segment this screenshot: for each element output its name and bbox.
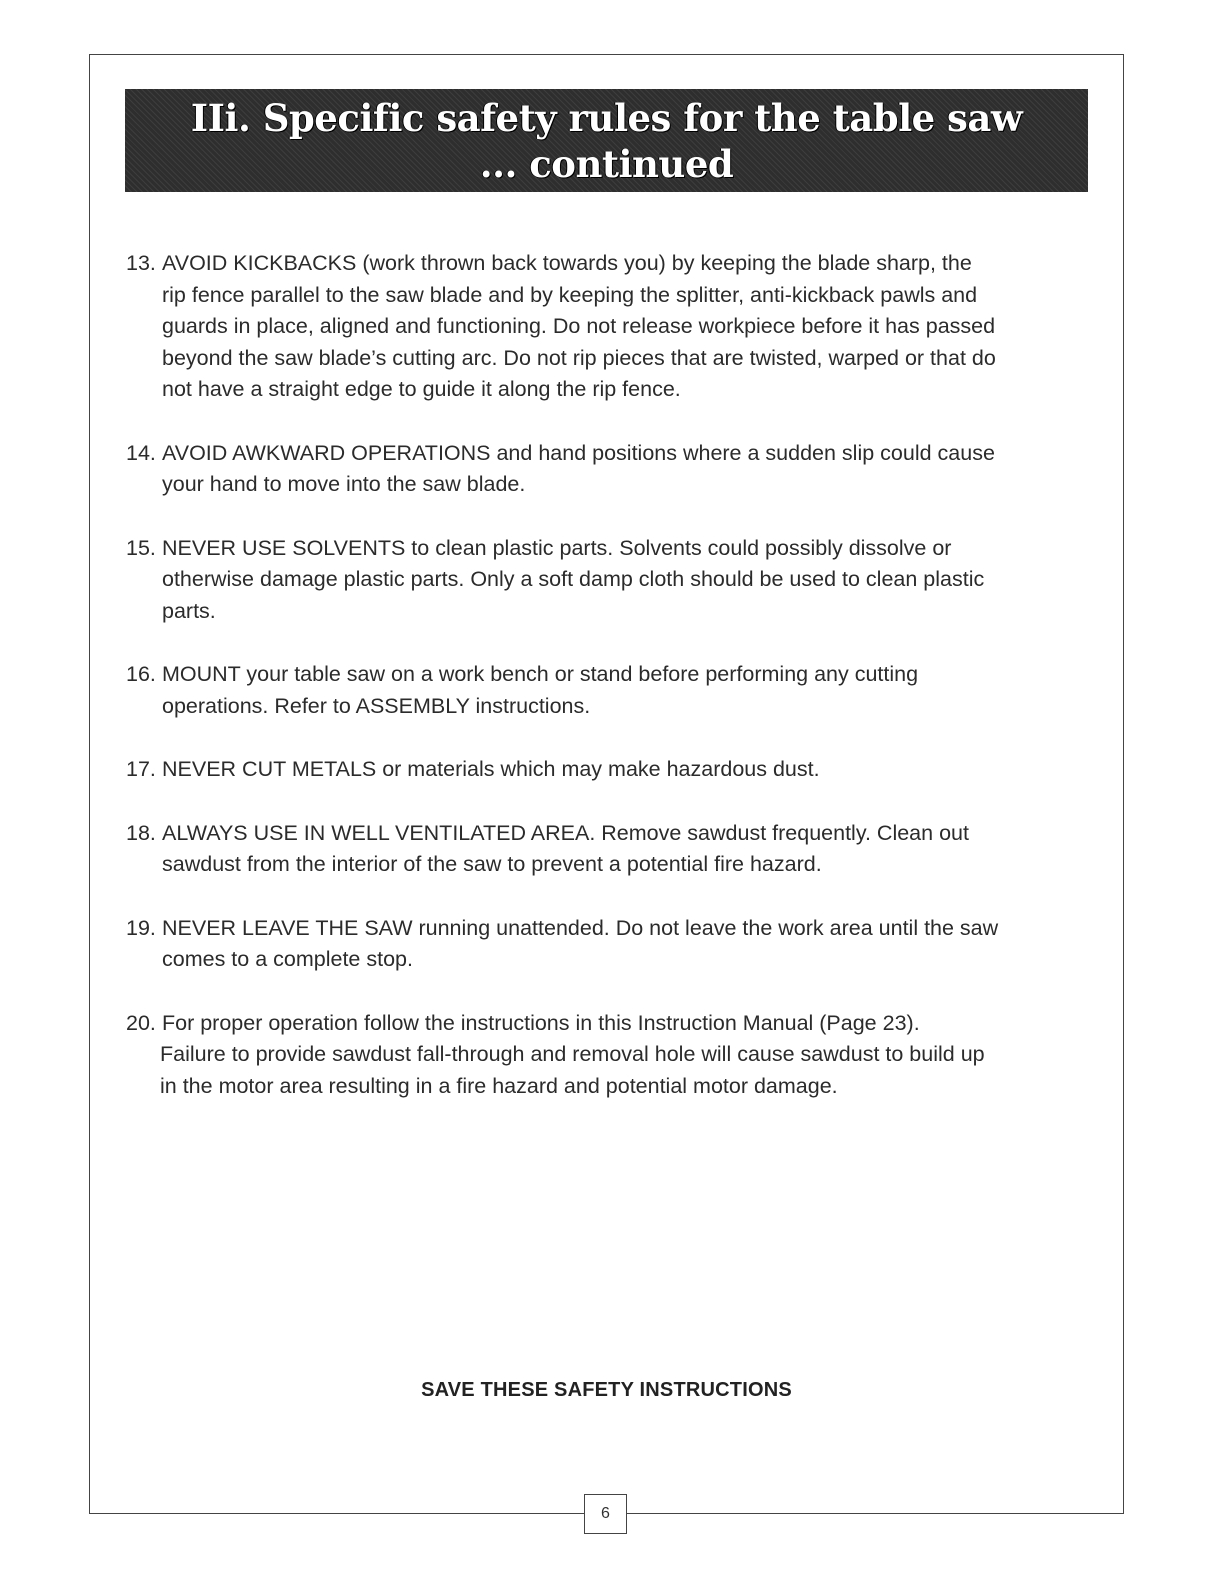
rule-text-line: not have a straight edge to guide it along the rip fence.	[162, 377, 681, 401]
rule-text-line: rip fence parallel to the saw blade and by keeping the splitter, anti-kickback pawls and	[162, 282, 978, 307]
rule-number: 19.	[126, 915, 156, 940]
rule-number: 14.	[126, 440, 156, 465]
rule-text-line: operations. Refer to ASSEMBLY instructions.	[162, 693, 591, 718]
rule-number: 13.	[126, 251, 156, 275]
rule-text-line: comes to a complete stop.	[162, 947, 413, 971]
rule-item-18	[126, 818, 1106, 881]
rule-item-13	[126, 248, 1106, 406]
rule-number: 16.	[126, 662, 156, 686]
rule-item-19	[126, 913, 1106, 976]
rule-text-line: beyond the saw blade’s cutting arc. Do not rip pieces that are twisted, warped or that do	[162, 345, 996, 370]
rule-number: 15.	[126, 535, 156, 560]
rule-text-line: parts.	[162, 598, 216, 623]
rule-text-line: otherwise damage plastic parts. Only a soft damp cloth should be used to clean plastic	[162, 567, 985, 591]
section-title: IIi. Specific safety rules for the table saw	[190, 95, 1023, 140]
rule-text-line: sawdust from the interior of the saw to prevent a potential fire hazard.	[162, 852, 822, 876]
rule-number: 18.	[126, 820, 156, 845]
section-title-continued: ... continued	[479, 141, 734, 186]
rule-item-14	[126, 438, 1106, 501]
rule-text-line: your hand to move into the saw blade.	[162, 472, 526, 496]
rule-text-line: in the motor area resulting in a fire hazard and potential motor damage.	[160, 1073, 838, 1098]
rule-text-line: NEVER LEAVE THE SAW running unattended. Do not leave the work area until the saw	[162, 915, 999, 940]
rule-item-17	[126, 754, 1106, 786]
page-number: 6	[584, 1494, 627, 1534]
rule-item-16	[126, 659, 1106, 722]
rule-number: 20.	[126, 1010, 156, 1035]
rule-text-line: For proper operation follow the instructions in this Instruction Manual (Page 23).	[162, 1010, 920, 1035]
rule-text-line: NEVER USE SOLVENTS to clean plastic parts. Solvents could possibly dissolve or	[162, 535, 952, 560]
rule-number: 17.	[126, 757, 156, 781]
save-instructions-notice: SAVE THESE SAFETY INSTRUCTIONS	[421, 1379, 792, 1401]
rule-text-line: MOUNT your table saw on a work bench or stand before performing any cutting	[162, 662, 919, 686]
bottom-rule-left	[89, 1513, 584, 1514]
rule-text-line: AVOID KICKBACKS (work thrown back towards you) by keeping the blade sharp, the	[162, 251, 972, 275]
rule-text-line: Failure to provide sawdust fall-through and removal hole will cause sawdust to build up	[160, 1042, 985, 1066]
section-header-banner	[125, 89, 1088, 192]
rule-item-15	[126, 533, 1106, 628]
rule-item-20	[126, 1008, 1106, 1103]
rule-text-line: AVOID AWKWARD OPERATIONS and hand positions where a sudden slip could cause	[162, 440, 995, 465]
rule-text-line: ALWAYS USE IN WELL VENTILATED AREA. Remove sawdust frequently. Clean out	[162, 820, 969, 845]
rule-text-line: guards in place, aligned and functioning. Do not release workpiece before it has passed	[162, 314, 996, 338]
rule-text-line: NEVER CUT METALS or materials which may make hazardous dust.	[162, 757, 820, 781]
bottom-rule-right	[627, 1513, 1124, 1514]
safety-rules-list	[126, 248, 1106, 1134]
